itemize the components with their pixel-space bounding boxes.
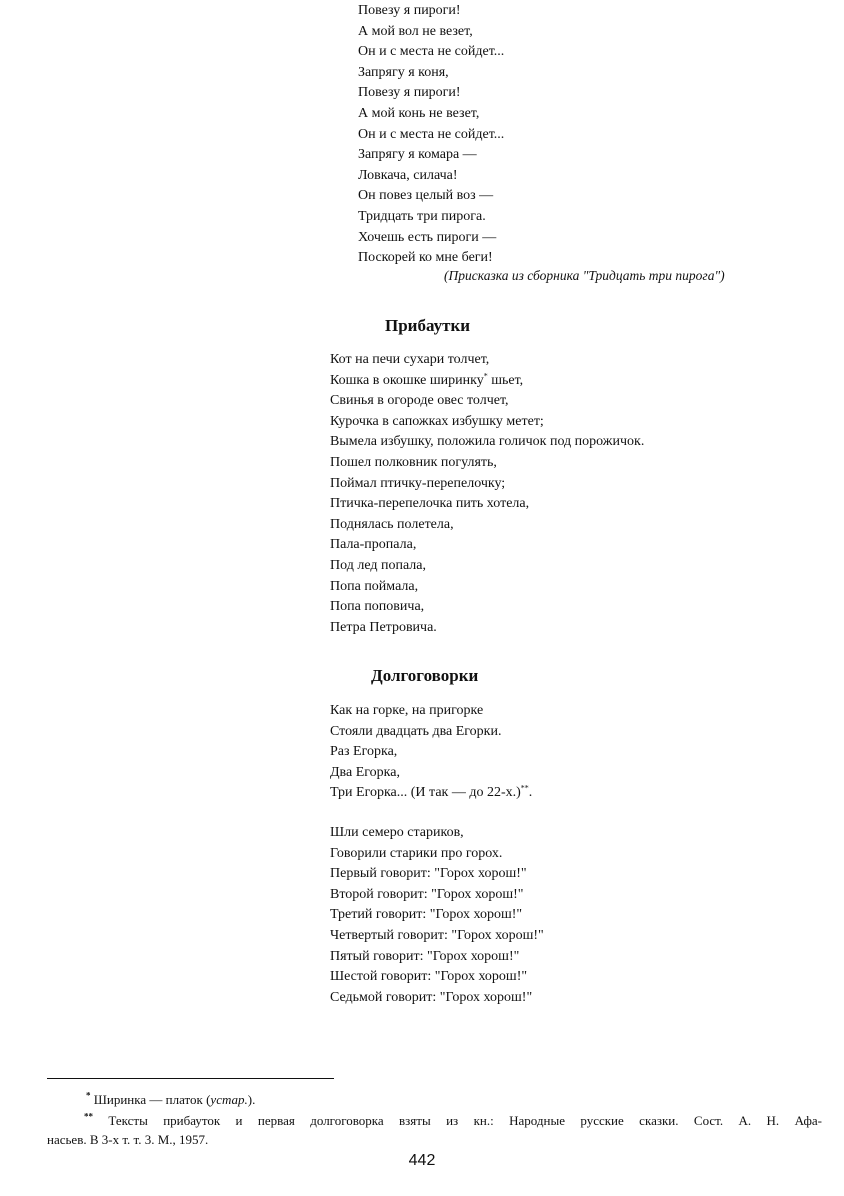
verse-line: Шестой говорит: "Горох хорош!"	[330, 969, 528, 985]
verse-line-with-footnote	[330, 371, 644, 392]
verse-line: Седьмой говорит: "Горох хорош!"	[330, 989, 533, 1005]
verse-line-with-footnote	[330, 783, 532, 804]
verse-line: Птичка-перепелочка пить хотела,	[330, 496, 530, 512]
verse-line: Попа поймала,	[330, 578, 419, 594]
verse-line: Поймал птичку-перепелочку;	[330, 475, 506, 491]
footnote-text-italic: устар.	[210, 1092, 248, 1107]
verse-line: Раз Егорка,	[330, 744, 398, 760]
verse-text: Три Егорка... (И так — до 22-х.)	[330, 785, 521, 801]
footnote-divider	[47, 1078, 334, 1079]
poem-line: Поскорей ко мне беги!	[358, 250, 493, 266]
verse-line: Свинья в огороде овес толчет,	[330, 393, 509, 409]
poem-block	[358, 1, 504, 269]
footnote-mark: *	[86, 1090, 91, 1101]
poem-line: Он повез целый воз —	[358, 188, 494, 204]
footnote-text: ).	[247, 1092, 256, 1107]
section-title-pribautki: Прибаутки	[385, 316, 471, 335]
verse-line: Петра Петровича.	[330, 619, 437, 635]
footnote-1	[86, 1090, 255, 1109]
footnote-text: Ширинка — платок (	[93, 1092, 211, 1107]
page-number: 442	[408, 1152, 436, 1169]
poem-line: Он и с места не сойдет...	[358, 44, 505, 60]
dolgogovorki-stanza-2	[330, 823, 544, 1008]
verse-line: Два Егорка,	[330, 764, 400, 780]
poem-line: А мой конь не везет,	[358, 105, 480, 121]
verse-line: Кот на печи сухари толчет,	[330, 352, 490, 367]
verse-line: Поднялась полетела,	[330, 516, 454, 532]
poem-line: А мой вол не везет,	[358, 23, 473, 39]
poem-line: Ловкача, силача!	[358, 167, 458, 183]
verse-line: Первый говорит: "Горох хорош!"	[330, 866, 527, 882]
verse-line: Вымела избушку, положила голичок под порожичок.	[330, 434, 645, 450]
footnote-mark: **	[84, 1111, 93, 1122]
footnote-2	[47, 1111, 822, 1149]
verse-line: Четвертый говорит: "Горох хорош!"	[330, 927, 544, 943]
pribautki-block	[330, 350, 644, 638]
poem-line: Он и с места не сойдет...	[358, 126, 505, 142]
verse-text: Кошка в окошке ширинку	[330, 372, 484, 388]
poem-attribution: (Присказка из сборника "Тридцать три пирога")	[444, 268, 725, 283]
footnote-text: Тексты прибауток и первая долгоговорка взяты из кн.: Народные русские сказки. Сост. А. Н. Афа-	[108, 1113, 822, 1128]
verse-line: Курочка в сапожках избушку метет;	[330, 413, 544, 429]
verse-text: шьет,	[487, 372, 524, 388]
poem-line: Повезу я пироги!	[358, 3, 461, 18]
footnote-ref: *	[483, 370, 488, 380]
verse-line: Третий говорит: "Горох хорош!"	[330, 907, 523, 923]
verse-line: Попа поповича,	[330, 599, 425, 615]
verse-line: Пала-пропала,	[330, 537, 417, 553]
poem-line: Хочешь есть пироги —	[358, 229, 497, 245]
verse-line: Под лед попала,	[330, 557, 426, 573]
footnote-text: насьев. В 3-х т. т. 3. М., 1957.	[47, 1132, 209, 1147]
verse-line: Стояли двадцать два Егорки.	[330, 723, 502, 739]
verse-line: Шли семеро стариков,	[330, 825, 464, 840]
dolgogovorki-stanza-1	[330, 701, 532, 804]
poem-line: Запрягу я коня,	[358, 64, 449, 80]
verse-text: .	[528, 785, 533, 801]
footnote-ref: **	[520, 783, 529, 793]
verse-line: Говорили старики про горох.	[330, 845, 503, 861]
section-title-dolgogovorki: Долгоговорки	[371, 666, 479, 685]
verse-line: Второй говорит: "Горох хорош!"	[330, 886, 524, 902]
poem-line: Тридцать три пирога.	[358, 208, 486, 224]
poem-line: Запрягу я комара —	[358, 147, 477, 163]
verse-line: Как на горке, на пригорке	[330, 703, 484, 718]
poem-line: Повезу я пироги!	[358, 85, 461, 101]
verse-line: Пошел полковник погулять,	[330, 454, 497, 470]
verse-line: Пятый говорит: "Горох хорош!"	[330, 948, 520, 964]
